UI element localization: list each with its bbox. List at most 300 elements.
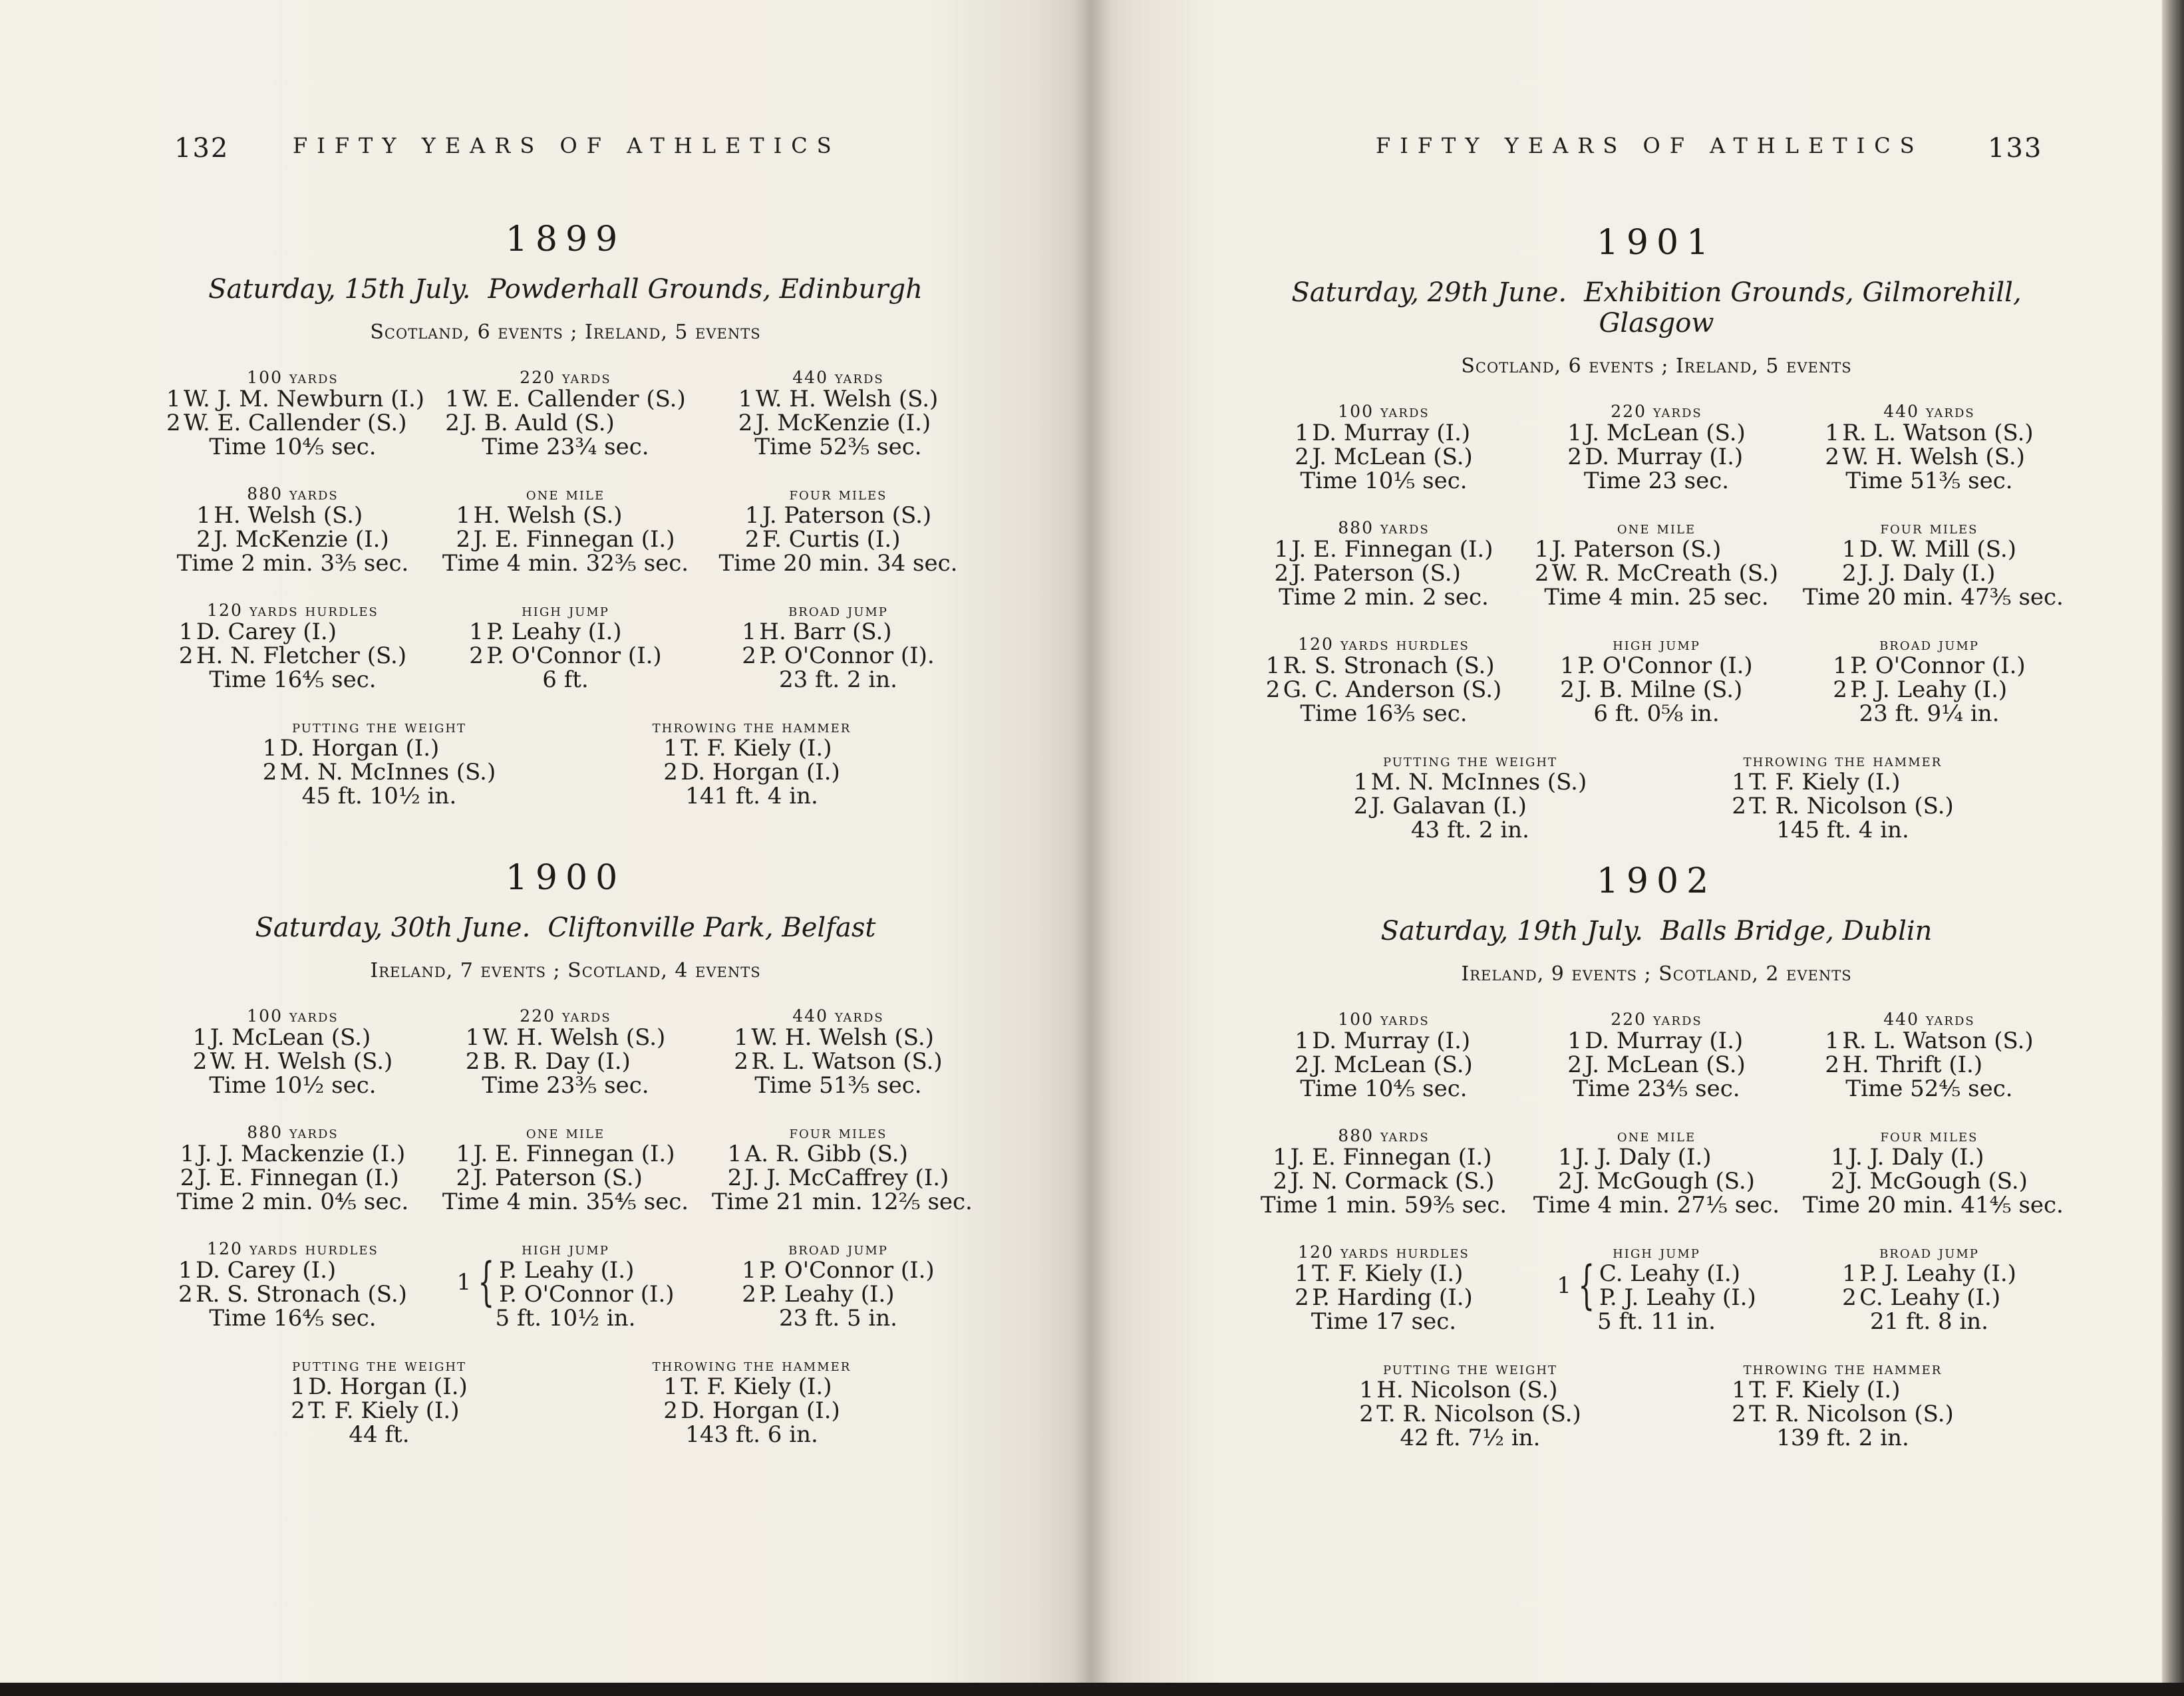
placing-line — [1359, 1402, 1581, 1426]
meeting-date: Saturday, 29th June. — [1291, 277, 1567, 308]
athlete-name: J. Paterson (S.) — [473, 1165, 643, 1191]
athlete-name: W. J. M. Newburn (I.) — [184, 386, 425, 412]
placings — [1295, 1029, 1473, 1077]
year-section-1902 — [1257, 861, 2064, 1475]
event-mark: Time 16⅗ sec. — [1300, 700, 1468, 727]
athlete-name: T. F. Kiely (I.) — [1312, 1260, 1464, 1287]
event-name: one mile — [1617, 518, 1696, 537]
place-number: 2 — [1732, 793, 1746, 819]
place-number: 1 — [180, 1141, 195, 1167]
event-result — [1257, 1126, 1510, 1217]
event-name: 880 yards — [247, 484, 339, 503]
events-row — [166, 1123, 973, 1215]
place-number: 2 — [291, 1397, 305, 1424]
placings — [738, 387, 939, 435]
place-number: 1 — [456, 502, 471, 529]
athlete-name: J. Paterson (S.) — [1291, 560, 1461, 587]
event-name: 120 yards hurdles — [207, 1239, 379, 1258]
event-mark: 5 ft. 11 in. — [1597, 1308, 1716, 1335]
placings — [1558, 1145, 1755, 1193]
place-number: 1 — [469, 619, 484, 645]
place-number: 1 — [738, 386, 753, 412]
event-result — [712, 1123, 973, 1215]
event-result — [253, 717, 506, 808]
event-result — [712, 484, 965, 575]
event-mark: 42 ft. 7½ in. — [1400, 1425, 1541, 1451]
place-number: 2 — [1567, 444, 1582, 470]
athlete-name: W. H. Welsh (S.) — [751, 1024, 934, 1051]
placings — [178, 1258, 407, 1306]
event-mark: 145 ft. 4 in. — [1776, 817, 1909, 843]
athlete-name: P. O'Connor (I.) — [486, 642, 662, 669]
event-result — [166, 368, 425, 460]
placings — [1825, 421, 2033, 469]
place-number: 1 — [1831, 1144, 1845, 1171]
athlete-name: T. F. Kiely (I.) — [681, 1373, 832, 1400]
year-heading: 1902 — [1596, 861, 1717, 901]
event-name: throwing the hammer — [652, 1355, 852, 1375]
place-number: 2 — [456, 526, 471, 553]
athlete-name: H. Nicolson (S.) — [1376, 1377, 1558, 1403]
placings — [663, 1375, 840, 1423]
placing-line — [734, 1026, 942, 1050]
athlete-name: P. Leahy (I.) — [499, 1257, 635, 1284]
event-mark: Time 23⅗ sec. — [482, 1072, 649, 1099]
place-number: 2 — [663, 1397, 678, 1424]
event-result — [439, 484, 692, 575]
place-number: 2 — [1558, 1168, 1573, 1195]
athlete-name: G. C. Anderson (S.) — [1283, 676, 1502, 703]
placing-line — [663, 736, 840, 760]
place-number: 2 — [727, 1165, 742, 1191]
athlete-name: J. McLean (S.) — [1585, 420, 1746, 446]
placing-line — [728, 1166, 949, 1190]
placings — [1567, 1029, 1746, 1077]
place-number: 2 — [1295, 1284, 1309, 1311]
placing-line — [1831, 1169, 2028, 1193]
event-name: high jump — [522, 601, 609, 620]
event-mark: 5 ft. 10½ in. — [495, 1305, 636, 1332]
athlete-name: T. F. Kiely (I.) — [681, 735, 832, 762]
placing-line — [180, 1142, 405, 1166]
athlete-name: W. H. Welsh (S.) — [210, 1048, 393, 1075]
place-number: 1 — [1295, 1028, 1309, 1054]
event-name: 220 yards — [520, 368, 611, 387]
placings — [166, 387, 424, 435]
event-result — [1257, 635, 1510, 726]
place-number: 2 — [1831, 1168, 1845, 1195]
athlete-name: J. J. Daly (I.) — [1859, 560, 1996, 587]
athlete-name: R. L. Watson (S.) — [1842, 1028, 2034, 1054]
place-number: 1 — [1295, 1260, 1309, 1287]
events-row — [1257, 1242, 2056, 1334]
athlete-name: J. J. McCaffrey (I.) — [744, 1165, 949, 1191]
placing-line — [1825, 1029, 2033, 1053]
athlete-name: T. F. Kiely (I.) — [308, 1397, 460, 1424]
placing-line — [291, 1399, 468, 1423]
page-edge — [2162, 0, 2184, 1683]
placing-line — [742, 1258, 934, 1282]
event-result — [712, 601, 965, 692]
event-mark: Time 20 min. 47⅗ sec. — [1803, 584, 2064, 611]
placings — [1560, 654, 1752, 702]
athlete-name: D. Horgan (I.) — [681, 759, 840, 785]
event-result — [1530, 518, 1783, 609]
athlete-name: A. R. Gibb (S.) — [744, 1141, 908, 1167]
athlete-name: J. E. Finnegan (I.) — [197, 1165, 399, 1191]
events-row — [1257, 1359, 2056, 1450]
events-row — [166, 1006, 965, 1097]
event-result — [1530, 1126, 1783, 1217]
place-number: 2 — [1833, 676, 1847, 703]
athlete-name: T. R. Nicolson (S.) — [1749, 793, 1954, 819]
event-name: one mile — [1617, 1126, 1696, 1145]
event-result — [1530, 1242, 1783, 1334]
event-result — [166, 1239, 419, 1330]
event-mark: Time 16⅘ sec. — [209, 666, 377, 693]
athlete-name: J. McGough (S.) — [1575, 1168, 1755, 1195]
place-number: 1 — [1274, 536, 1289, 563]
meeting-date: Saturday, 15th July. — [208, 274, 471, 305]
place-number: 1 — [166, 386, 181, 412]
event-name: 440 yards — [792, 1006, 884, 1026]
event-name: 120 yards hurdles — [1298, 635, 1470, 654]
event-name: putting the weight — [291, 1355, 467, 1375]
athlete-name: D. Murray (I.) — [1585, 444, 1744, 470]
place-number: 1 — [1265, 652, 1281, 679]
event-result — [1803, 402, 2056, 493]
placing-line — [1567, 1029, 1746, 1053]
event-mark: Time 17 sec. — [1311, 1308, 1457, 1335]
placing-line — [1273, 1145, 1495, 1169]
event-result — [166, 1006, 419, 1097]
placing-line — [1354, 770, 1587, 794]
events-row — [1257, 402, 2056, 493]
meeting-place: Cliftonville Park, Belfast — [547, 913, 876, 943]
place-number: 2 — [180, 1165, 195, 1191]
placing-line — [1825, 445, 2033, 469]
event-result — [439, 601, 692, 692]
placing-line — [179, 620, 406, 644]
athlete-name: J. J. Mackenzie (I.) — [197, 1141, 406, 1167]
events-grid — [1257, 402, 2064, 843]
place-number: 1 — [734, 1024, 748, 1051]
event-result — [439, 1006, 692, 1097]
event-mark: 6 ft. — [542, 666, 589, 693]
placing-line — [1275, 537, 1493, 561]
running-head-right: FIFTY YEARS OF ATHLETICS — [1376, 133, 1924, 158]
place-number: 2 — [1567, 1052, 1582, 1078]
placing-line — [469, 644, 661, 668]
event-name: 880 yards — [1338, 1126, 1430, 1145]
event-result — [166, 484, 419, 575]
event-name: 100 yards — [1338, 1010, 1430, 1029]
placings — [193, 1026, 393, 1073]
placings — [728, 1142, 949, 1190]
place-number: 2 — [166, 410, 181, 436]
athlete-name: P. Harding (I.) — [1312, 1284, 1473, 1311]
placing-line — [745, 527, 931, 551]
event-result — [1716, 1359, 1969, 1450]
placings — [1831, 1145, 2028, 1193]
event-name: broad jump — [1879, 1242, 1979, 1262]
placing-line — [1354, 794, 1587, 818]
event-result — [1530, 635, 1783, 726]
event-mark: Time 2 min. 3⅗ sec. — [176, 550, 409, 577]
athlete-name: H. Thrift (I.) — [1842, 1052, 1983, 1078]
event-mark: Time 10⅘ sec. — [1300, 1075, 1468, 1102]
athlete-name: D. W. Mill (S.) — [1859, 536, 2016, 563]
event-mark: Time 2 min. 0⅘ sec. — [176, 1189, 409, 1215]
placings — [1359, 1378, 1581, 1426]
placings — [1567, 421, 1746, 469]
event-result — [1803, 1126, 2064, 1218]
placing-line — [1266, 654, 1502, 678]
event-name: 100 yards — [1338, 402, 1430, 421]
placings — [456, 1142, 675, 1190]
placing-line — [738, 387, 939, 411]
event-mark: Time 4 min. 35⅘ sec. — [442, 1189, 689, 1215]
placing-line — [1359, 1378, 1581, 1402]
page-number-right: 133 — [1988, 133, 2043, 164]
place-number: 2 — [1534, 560, 1549, 587]
placing-line — [1732, 794, 1954, 818]
placing-line — [1833, 678, 2025, 702]
placings — [1732, 1378, 1954, 1426]
event-name: 120 yards hurdles — [207, 601, 379, 620]
athlete-name: D. Murray (I.) — [1312, 420, 1471, 446]
place-number: 2 — [1842, 1284, 1857, 1311]
event-name: broad jump — [788, 1239, 888, 1258]
event-result — [1803, 1010, 2056, 1101]
place-number: 1 — [1825, 420, 1839, 446]
event-result — [1530, 1010, 1783, 1101]
placing-line — [178, 1258, 407, 1282]
place-number: 2 — [1273, 1168, 1288, 1195]
athlete-name: J. McKenzie (I.) — [214, 526, 389, 553]
events-row — [166, 368, 965, 459]
placing-line — [1535, 561, 1778, 585]
placing-line — [728, 1142, 949, 1166]
placing-line — [742, 644, 934, 668]
tie-names — [1599, 1262, 1756, 1310]
placings — [663, 736, 840, 784]
placing-line — [180, 1166, 405, 1190]
place-number: 1 — [1732, 769, 1746, 795]
placings — [263, 736, 496, 784]
event-name: four miles — [789, 484, 887, 503]
athlete-name: P. O'Connor (I.) — [499, 1281, 675, 1308]
event-name: 880 yards — [247, 1123, 339, 1142]
event-name: throwing the hammer — [1743, 751, 1943, 770]
events-row — [166, 484, 965, 575]
athlete-name: M. N. McInnes (S.) — [1370, 769, 1587, 795]
place-number: 1 — [727, 1141, 742, 1167]
place-number: 1 — [1567, 420, 1582, 446]
place-number: 2 — [178, 1281, 193, 1308]
year-heading: 1899 — [505, 219, 626, 259]
events-row — [166, 1239, 965, 1330]
event-name: one mile — [526, 484, 605, 503]
placing-line — [742, 620, 934, 644]
event-mark: 21 ft. 8 in. — [1870, 1308, 1988, 1335]
running-head-left: FIFTY YEARS OF ATHLETICS — [293, 133, 841, 158]
athlete-name: P. J. Leahy (I.) — [1599, 1284, 1756, 1311]
event-score: Ireland, 9 events ; Scotland, 2 events — [1461, 962, 1852, 986]
place-number: 2 — [1825, 1052, 1839, 1078]
place-number: 1 — [1273, 1144, 1288, 1171]
place-number: 1 — [744, 502, 760, 529]
event-result — [439, 1123, 692, 1214]
event-mark: Time 52⅘ sec. — [1845, 1075, 2013, 1102]
event-mark: 139 ft. 2 in. — [1776, 1425, 1909, 1451]
athlete-name: D. Horgan (I.) — [308, 1373, 468, 1400]
athlete-name: J. McLean (S.) — [210, 1024, 371, 1051]
event-mark: Time 23⅘ sec. — [1573, 1075, 1740, 1102]
athlete-name: D. Carey (I.) — [196, 1257, 337, 1284]
placing-line — [1535, 537, 1778, 561]
placing-line — [469, 620, 661, 644]
events-row — [1257, 518, 2064, 611]
placing-line — [1825, 421, 2033, 445]
events-row — [1257, 1010, 2056, 1101]
placing-line — [466, 1050, 666, 1073]
right-page — [1091, 0, 2162, 1683]
event-result — [1803, 518, 2064, 611]
athlete-name: B. R. Day (I.) — [482, 1048, 631, 1075]
event-name: 440 yards — [1883, 1010, 1975, 1029]
placing-line — [456, 527, 675, 551]
athlete-name: F. Curtis (I.) — [762, 526, 901, 553]
event-mark: Time 51⅗ sec. — [1845, 468, 2013, 494]
athlete-name: J. E. Finnegan (I.) — [473, 1141, 675, 1167]
events-row — [166, 601, 965, 692]
event-result — [439, 1239, 692, 1330]
place-number: 1 — [1732, 1377, 1746, 1403]
year-heading: 1901 — [1596, 223, 1717, 263]
event-mark: 45 ft. 10½ in. — [301, 783, 457, 809]
athlete-name: C. Leahy (I.) — [1859, 1284, 2001, 1311]
athlete-name: R. L. Watson (S.) — [1842, 420, 2034, 446]
place-number: 2 — [738, 410, 753, 436]
place-number: 1 — [1557, 1272, 1571, 1299]
placing-line — [1295, 445, 1473, 469]
placing-line — [291, 1375, 468, 1399]
placing-line — [1295, 1053, 1473, 1077]
event-result — [1344, 751, 1597, 842]
placings — [456, 503, 675, 551]
placing-line — [1732, 770, 1954, 794]
event-name: 220 yards — [1611, 1010, 1702, 1029]
placing-line — [1567, 1053, 1746, 1077]
event-result — [1257, 1242, 1510, 1334]
athlete-name: C. Leahy (I.) — [1599, 1260, 1740, 1287]
athlete-name: M. N. McInnes (S.) — [279, 759, 496, 785]
athlete-name: J. E. Finnegan (I.) — [1291, 536, 1493, 563]
athlete-name: J. E. Finnegan (I.) — [473, 526, 675, 553]
event-result — [1344, 1359, 1597, 1450]
event-name: 440 yards — [792, 368, 884, 387]
event-name: 120 yards hurdles — [1298, 1242, 1470, 1262]
event-mark: Time 16⅘ sec. — [209, 1305, 377, 1332]
meeting-place: Exhibition Grounds, Gilmorehill, Glasgow — [1584, 277, 2022, 339]
place-number: 2 — [465, 1048, 480, 1075]
athlete-name: P. J. Leahy (I.) — [1850, 676, 2008, 703]
event-name: one mile — [526, 1123, 605, 1142]
place-number: 2 — [262, 759, 277, 785]
athlete-name: J. B. Auld (S.) — [462, 410, 615, 436]
athlete-name: J. J. Daly (I.) — [1848, 1144, 1984, 1171]
placing-line — [1560, 678, 1752, 702]
placing-line — [1273, 1169, 1495, 1193]
place-number: 2 — [663, 759, 678, 785]
placing-line — [166, 387, 424, 411]
event-result — [1803, 635, 2056, 726]
athlete-name: W. E. Callender (S.) — [184, 410, 407, 436]
placing-line — [663, 760, 840, 784]
athlete-name: J. Paterson (S.) — [762, 502, 932, 529]
athlete-name: J. E. Finnegan (I.) — [1290, 1144, 1492, 1171]
placing-line — [193, 1050, 393, 1073]
events-row — [166, 1355, 965, 1447]
tie-brace: { — [478, 1252, 495, 1312]
athlete-name: D. Carey (I.) — [196, 619, 337, 645]
placing-line — [1295, 1029, 1473, 1053]
placings — [456, 1252, 675, 1312]
event-result — [166, 601, 419, 692]
meeting-line — [166, 913, 965, 943]
event-result — [253, 1355, 506, 1447]
placing-line — [738, 411, 939, 435]
place-number: 2 — [742, 1281, 756, 1308]
athlete-name: P. Leahy (I.) — [486, 619, 622, 645]
place-number: 1 — [663, 735, 678, 762]
place-number: 2 — [1353, 793, 1368, 819]
place-number: 1 — [456, 1269, 472, 1296]
event-name: high jump — [1613, 635, 1700, 654]
event-mark: Time 10½ sec. — [209, 1072, 377, 1099]
event-mark: Time 4 min. 25 sec. — [1544, 584, 1769, 611]
event-mark: Time 23¾ sec. — [482, 434, 649, 460]
event-result — [1257, 402, 1510, 493]
event-mark: 23 ft. 2 in. — [779, 666, 897, 693]
event-result — [1530, 402, 1783, 493]
place-number: 1 — [456, 1141, 471, 1167]
place-number: 2 — [1265, 676, 1281, 703]
place-number: 2 — [1295, 1052, 1309, 1078]
athlete-name: P. O'Connor (I.) — [1850, 652, 2026, 679]
place-number: 2 — [445, 410, 460, 436]
placings — [466, 1026, 666, 1073]
placings — [179, 620, 406, 668]
place-number: 1 — [1842, 1260, 1857, 1287]
event-result — [625, 717, 878, 808]
athlete-name: D. Horgan (I.) — [681, 1397, 840, 1424]
placings — [1842, 537, 2016, 585]
placing-line — [456, 1142, 675, 1166]
place-number: 1 — [1833, 652, 1847, 679]
place-number: 1 — [178, 1257, 193, 1284]
place-number: 1 — [1560, 652, 1575, 679]
event-name: 100 yards — [247, 368, 339, 387]
placings — [1275, 537, 1493, 585]
tie-placing — [456, 1252, 675, 1312]
tie-names — [499, 1258, 674, 1306]
events-grid — [166, 1006, 973, 1448]
placing-line — [193, 1026, 393, 1050]
event-result — [712, 1006, 965, 1097]
meeting-line — [1257, 277, 2056, 339]
